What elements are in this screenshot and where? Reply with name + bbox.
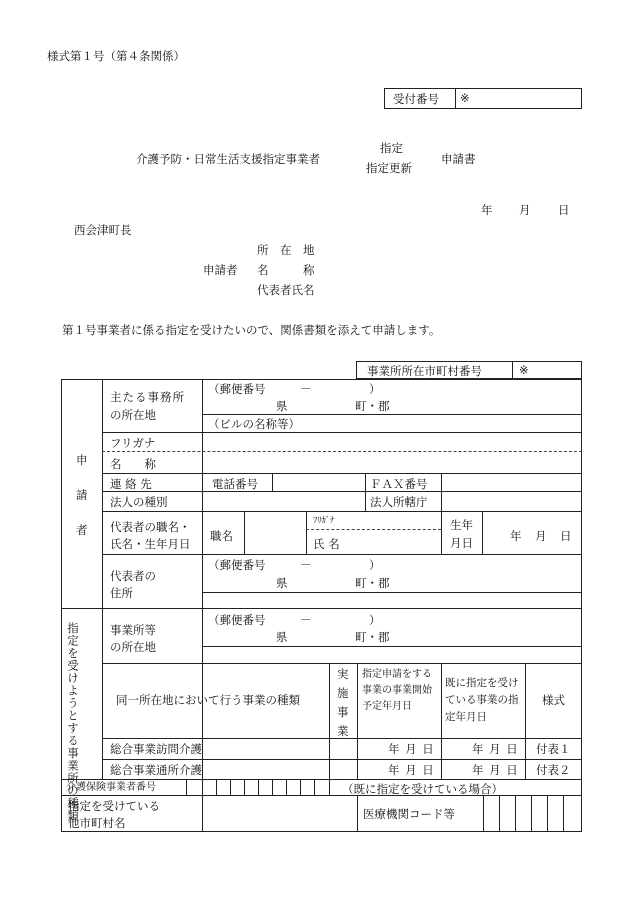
rep-town: 町・郡 — [355, 576, 390, 590]
birth-label-2: 月日 — [450, 536, 473, 550]
rep-title-label-2: 氏名・生年月日 — [110, 537, 191, 551]
services-header: 同一所在地において行う事業の種類 — [116, 693, 300, 707]
main-office-building[interactable]: （ビルの名称等） — [208, 417, 300, 431]
medical-code-cell-divider — [531, 795, 532, 832]
service-row-2-name: 総合事業通所介護 — [110, 763, 202, 777]
position-label: 職名 — [210, 529, 233, 543]
name-label: 名 称 — [110, 457, 156, 471]
main-office-town: 町・郡 — [355, 399, 390, 413]
insurance-digit-cell-divider — [286, 779, 287, 795]
service-row-1-date1: 年 月 日 — [388, 742, 435, 756]
medical-code-cell-divider — [515, 795, 516, 832]
office-town: 町・郡 — [355, 630, 390, 644]
office-postal[interactable]: （郵便番号 － ） — [208, 613, 381, 627]
section-applicant-2: 請 — [76, 488, 88, 502]
insurance-note: （既に指定を受けている場合） — [342, 782, 503, 796]
medical-code-cell-divider — [547, 795, 548, 832]
insurance-digit-cell-divider — [258, 779, 259, 795]
service-row-1-date2: 年 月 日 — [472, 742, 519, 756]
applicant-name-label: 名 称 — [257, 263, 315, 277]
phone-label: 電話番号 — [212, 477, 258, 491]
section-business-type: 指定を受けようとする事業所の種類 — [66, 622, 80, 822]
start-date-header: 指定申請をする事業の事業開始予定年月日 — [362, 669, 432, 712]
insurance-digit-cell-divider — [300, 779, 301, 795]
form-header: 様式 — [542, 693, 565, 707]
rep-address-label-2: 住所 — [110, 586, 133, 600]
fax-label: ＦＡＸ番号 — [370, 477, 428, 491]
form-number: 様式第１号（第４条関係） — [47, 49, 185, 63]
insurance-digit-cell-divider — [202, 779, 203, 795]
insurance-digit-cell-divider — [329, 779, 330, 795]
service-row-2-form: 付表２ — [536, 763, 571, 777]
implement-header: 実 施 事 業 — [337, 667, 349, 738]
rep-pref: 県 — [276, 576, 288, 590]
service-row-1-name: 総合事業訪問介護 — [110, 742, 202, 756]
rep-name-label: 氏 名 — [313, 537, 340, 551]
medical-code-cell-divider — [563, 795, 564, 832]
receipt-label: 受付番号 — [393, 92, 439, 106]
rep-furigana-label: ﾌﾘｶﾞﾅ — [313, 516, 335, 526]
title-option-designation: 指定 — [380, 141, 403, 155]
applicant-address-label: 所 在 地 — [257, 243, 315, 257]
insurance-digit-cell-divider — [186, 779, 187, 795]
corp-type-label: 法人の種別 — [110, 495, 168, 509]
date-month: 月 — [519, 203, 531, 217]
date-day: 日 — [558, 203, 570, 217]
office-location-label-2: の所在地 — [110, 640, 156, 654]
applicant-label: 申請者 — [203, 263, 238, 277]
main-office-label: 主たる事務所 — [110, 390, 185, 404]
birth-date: 年 月 日 — [510, 529, 573, 543]
insurance-digit-cell-divider — [314, 779, 315, 795]
medical-code-cell-divider — [483, 795, 484, 832]
section-applicant-3: 者 — [76, 523, 88, 537]
section-applicant-1: 申 — [76, 453, 88, 467]
other-city-label: 指定を受けている — [68, 799, 160, 813]
applicant-rep-label: 代表者氏名 — [257, 283, 315, 297]
municipality-code-label: 事業所所在市町村番号 — [367, 364, 482, 378]
service-row-2-date1: 年 月 日 — [388, 763, 435, 777]
title-prefix: 介護予防・日常生活支援指定事業者 — [136, 152, 320, 166]
service-row-2-date2: 年 月 日 — [472, 763, 519, 777]
insurance-digit-cell-divider — [272, 779, 273, 795]
existing-date-header: 既に指定を受けている事業の指定年月日 — [445, 677, 519, 723]
statement: 第１号事業者に係る指定を受けたいので、関係書類を添えて申請します。 — [62, 323, 441, 337]
addressee: 西会津町長 — [74, 223, 132, 237]
insurance-digit-cell-divider — [230, 779, 231, 795]
service-row-1-form: 付表１ — [536, 742, 571, 756]
rep-address-label: 代表者の — [110, 569, 156, 583]
insurance-number-label: 介護保険事業者番号 — [66, 782, 156, 793]
office-pref: 県 — [276, 630, 288, 644]
rep-title-label: 代表者の職名・ — [110, 520, 191, 534]
birth-label: 生年 — [450, 518, 473, 532]
main-office-label-2: の所在地 — [110, 408, 156, 422]
medical-code-cell-divider — [499, 795, 500, 832]
main-office-postal[interactable]: （郵便番号 － ） — [208, 382, 381, 396]
corp-agency-label: 法人所轄庁 — [370, 495, 428, 509]
other-city-label-2: 他市町村名 — [68, 816, 126, 830]
furigana-label: フリガナ — [110, 436, 156, 450]
title-suffix: 申請書 — [441, 152, 476, 166]
medical-code-label: 医療機関コード等 — [363, 807, 455, 821]
insurance-digit-cell-divider — [216, 779, 217, 795]
title-option-renewal: 指定更新 — [366, 161, 412, 175]
main-office-pref: 県 — [276, 399, 288, 413]
date-year: 年 — [481, 203, 493, 217]
insurance-digit-cell-divider — [244, 779, 245, 795]
office-location-label: 事業所等 — [110, 623, 156, 637]
receipt-mark: ※ — [460, 91, 470, 105]
contact-label: 連 絡 先 — [110, 477, 152, 491]
municipality-code-mark: ※ — [519, 363, 529, 377]
rep-postal[interactable]: （郵便番号 － ） — [208, 558, 381, 572]
